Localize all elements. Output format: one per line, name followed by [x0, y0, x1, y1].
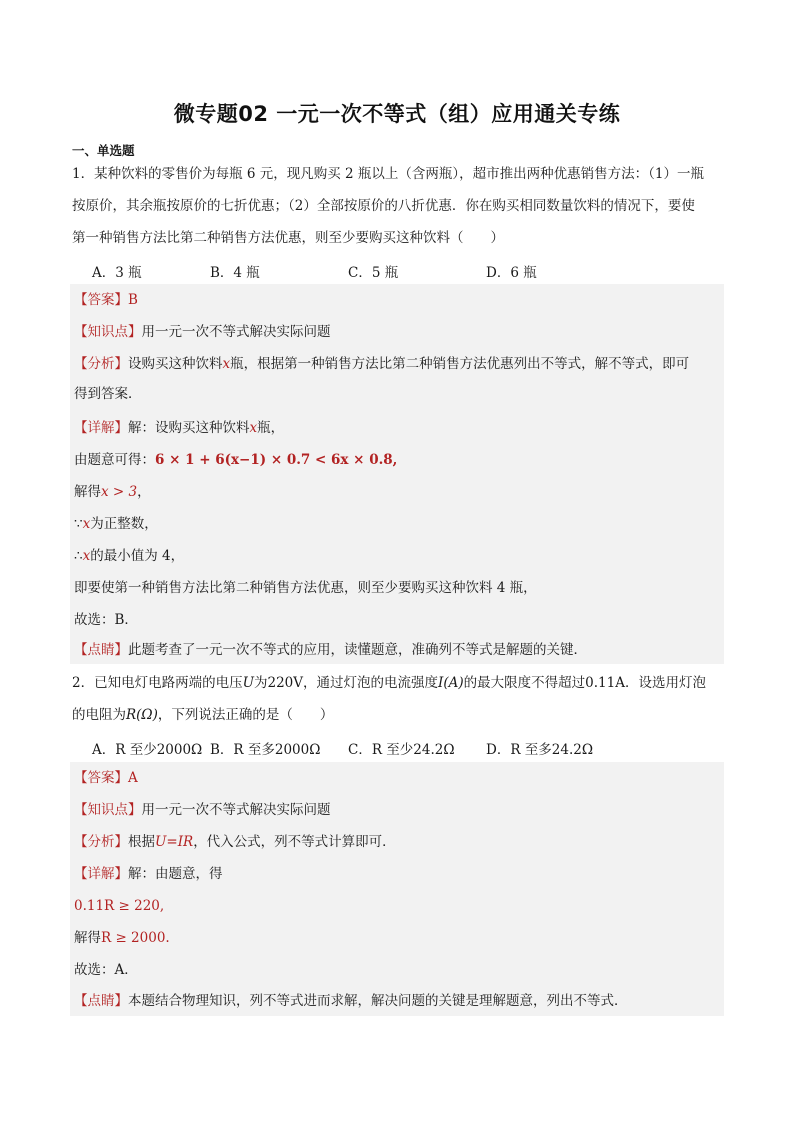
q2-stem-text-c: ，通过灯泡的电流强度 — [303, 675, 439, 691]
q2-detail-row-3 — [74, 928, 720, 948]
q1-solve-prefix: 解得 — [74, 484, 101, 500]
q1-stem-line-2: 按原价，其余瓶按原价的七折优惠；（2）全部按原价的八折优惠．你在购买相同数量饮料的情况下，要使 — [72, 198, 695, 214]
because-symbol: ∵ — [74, 516, 83, 532]
q2-knowledge-row — [74, 800, 720, 820]
q2-solution-box — [70, 762, 724, 1016]
q2-analysis-text: 根据 — [128, 834, 155, 850]
q2-stem-text-e: ．设选用灯泡 — [624, 675, 706, 691]
q1-var: x — [82, 548, 91, 564]
q1-detail-row-2 — [74, 450, 720, 470]
q2-resistance-var: R(Ω) — [126, 707, 158, 723]
analysis-tag: 【分析】 — [74, 834, 128, 850]
q2-answer: A — [128, 770, 138, 786]
q2-answer-row — [74, 768, 720, 788]
q1-var: x — [82, 516, 91, 532]
q2-option-b[interactable]: B．R 至多2000Ω — [210, 742, 321, 758]
q2-stem-line-2 — [72, 705, 724, 725]
q1-comment-row — [74, 640, 720, 660]
q2-stem-text-f: 的电阻为 — [72, 707, 126, 723]
q1-stem-line-1: 1．某种饮料的零售价为每瓶 6 元，现凡购买 2 瓶以上（含两瓶），超市推出两种优惠销售方法：（1）一瓶 — [72, 166, 705, 182]
q1-inequality-formula: 6 × 1 + 6(x−1) × 0.7 < 6x × 0.8, — [155, 452, 398, 468]
q1-option-b[interactable]: B．4 瓶 — [210, 265, 260, 281]
q1-stem-line-3: 第一种销售方法比第二种销售方法优惠，则至少要购买这种饮料（ ） — [72, 230, 504, 246]
q1-min-text: 的最小值为 4， — [90, 548, 185, 564]
analysis-tag: 【分析】 — [74, 356, 128, 372]
q2-current-value: 0.11A — [585, 675, 625, 691]
detail-tag: 【详解】 — [74, 420, 128, 436]
q2-option-d[interactable]: D．R 至多24.2Ω — [486, 742, 594, 758]
q2-ohm-formula: U=IR — [155, 834, 194, 850]
knowledge-tag: 【知识点】 — [74, 324, 142, 340]
q2-knowledge: 用一元一次不等式解决实际问题 — [141, 802, 331, 818]
q1-solution-formula: x > 3 — [101, 484, 138, 500]
page-title: 微专题02 一元一次不等式（组）应用通关专练 — [173, 102, 621, 126]
q1-analysis-row-1 — [74, 354, 720, 374]
q2-stem-text: 2．已知电灯电路两端的电压 — [72, 675, 243, 691]
q2-detail-text: 解：由题意，得 — [128, 866, 223, 882]
q2-comment-row — [74, 991, 720, 1011]
q1-detail-row-7: 故选：B． — [74, 612, 138, 628]
q1-analysis-row-2: 得到答案． — [74, 386, 142, 402]
therefore-symbol: ∴ — [74, 548, 83, 564]
q1-comment: 此题考查了一元一次不等式的应用，读懂题意，准确列不等式是解题的关键． — [128, 642, 587, 658]
q2-stem-line-1 — [72, 673, 724, 693]
q2-option-c[interactable]: C．R 至少24.2Ω — [348, 742, 455, 758]
q2-option-a[interactable]: A．R 至少2000Ω — [92, 742, 203, 758]
q1-option-d[interactable]: D．6 瓶 — [486, 265, 537, 281]
q2-stem-text-g: ，下列说法正确的是（ ） — [157, 707, 334, 723]
q1-detail-row-6: 即要使第一种销售方法比第二种销售方法优惠，则至少要购买这种饮料 4 瓶， — [74, 580, 537, 596]
q2-analysis-text-b: ，代入公式，列不等式计算即可． — [193, 834, 396, 850]
q2-solution-formula: R ≥ 2000. — [101, 930, 170, 946]
q1-detail-row-5 — [74, 546, 720, 566]
q2-detail-row-4: 故选：A． — [74, 962, 138, 978]
answer-tag: 【答案】 — [74, 292, 128, 308]
q1-option-c[interactable]: C．5 瓶 — [348, 265, 399, 281]
comment-tag: 【点睛】 — [74, 993, 128, 1009]
q1-detail-row-4 — [74, 514, 720, 534]
q2-voltage-value: 220V — [267, 675, 304, 691]
q1-detail-text: 解：设购买这种饮料 — [128, 420, 250, 436]
q1-detail-var: x — [249, 420, 258, 436]
q1-integer-text: 为正整数， — [90, 516, 158, 532]
q1-option-a[interactable]: A．3 瓶 — [92, 265, 142, 281]
q1-answer: B — [128, 292, 138, 308]
q2-options — [92, 738, 712, 758]
q1-knowledge-row — [74, 322, 720, 342]
q2-solve-prefix: 解得 — [74, 930, 101, 946]
q1-detail-row-3 — [74, 482, 720, 502]
q1-solution-box — [70, 284, 724, 664]
q1-answer-row — [74, 290, 720, 310]
q1-solve-suffix: ， — [137, 484, 151, 500]
comment-tag: 【点睛】 — [74, 642, 128, 658]
q1-analysis-var: x — [222, 356, 231, 372]
q1-knowledge: 用一元一次不等式解决实际问题 — [141, 324, 331, 340]
q1-detail-text-b: 瓶， — [257, 420, 285, 436]
q1-detail-prefix: 由题意可得： — [74, 452, 155, 468]
q2-comment: 本题结合物理知识，列不等式进而求解，解决问题的关键是理解题意，列出不等式． — [128, 993, 628, 1009]
knowledge-tag: 【知识点】 — [74, 802, 142, 818]
q2-analysis-row — [74, 832, 720, 852]
q2-stem-text-d: 的最大限度不得超过 — [463, 675, 586, 691]
q1-detail-row-1 — [74, 418, 720, 438]
q2-detail-row-1 — [74, 864, 720, 884]
answer-tag: 【答案】 — [74, 770, 128, 786]
q2-voltage-var: U — [242, 675, 254, 691]
q1-analysis-text-b: 瓶，根据第一种销售方法比第二种销售方法优惠列出不等式，解不等式，即可 — [230, 356, 690, 372]
section-heading: 一、单选题 — [72, 143, 135, 158]
detail-tag: 【详解】 — [74, 866, 128, 882]
q2-detail-row-2: 0.11R ≥ 220, — [74, 898, 165, 914]
q1-options — [92, 261, 712, 281]
q2-stem-text-b: 为 — [253, 675, 268, 691]
q2-current-var: I(A) — [438, 675, 464, 691]
q1-analysis-text: 设购买这种饮料 — [128, 356, 223, 372]
